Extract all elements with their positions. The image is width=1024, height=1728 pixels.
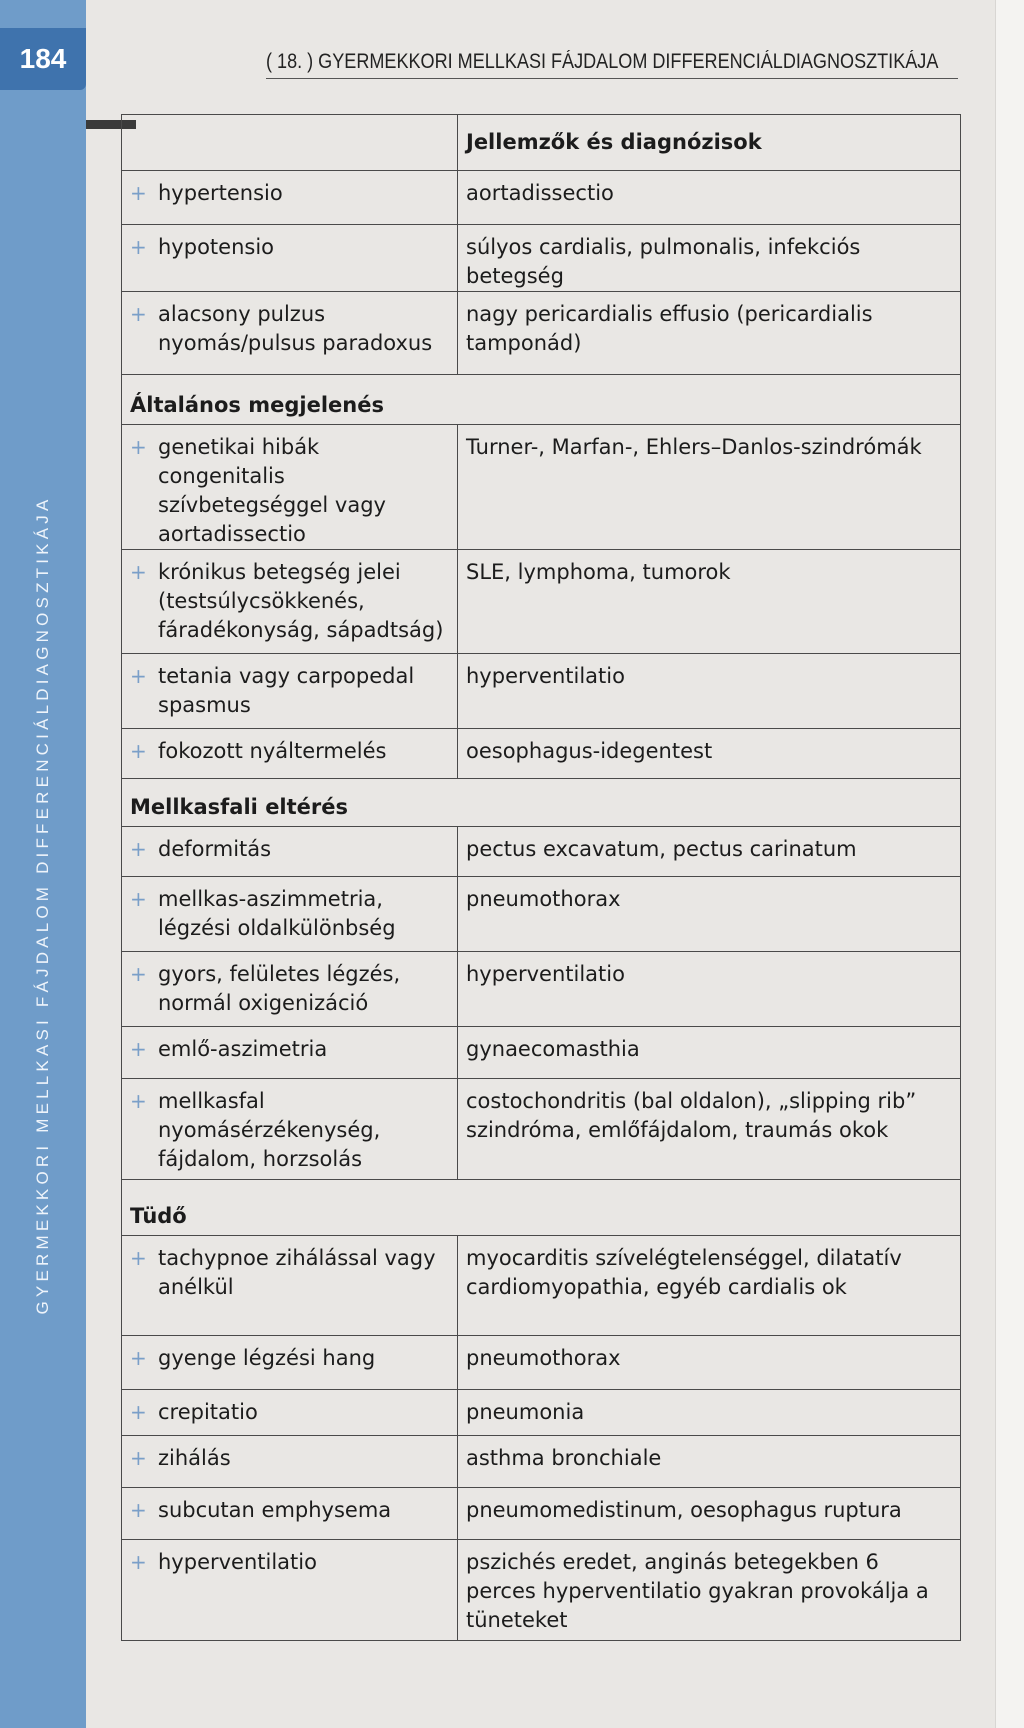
finding-cell	[122, 1079, 458, 1180]
header-rule	[266, 78, 958, 79]
diagnosis-cell: asthma bronchiale	[458, 1436, 961, 1488]
plus-icon: +	[130, 739, 147, 763]
plus-icon: +	[130, 664, 147, 688]
table-row	[122, 1390, 961, 1436]
diagnosis-cell: pectus excavatum, pectus carinatum	[458, 827, 961, 877]
table-row	[122, 1027, 961, 1079]
finding-cell	[122, 1236, 458, 1336]
plus-icon: +	[130, 1089, 147, 1113]
diagnosis-cell: pneumomedistinum, oesophagus ruptura	[458, 1488, 961, 1540]
diagnosis-cell: hyperventilatio	[458, 654, 961, 729]
diagnosis-cell: costochondritis (bal oldalon), „slipping rib” szindróma, emlőfájdalom, traumás okok	[458, 1079, 961, 1180]
diagnosis-cell: oesophagus-idegentest	[458, 729, 961, 779]
section-row	[122, 375, 961, 425]
table-row	[122, 1236, 961, 1336]
diagnosis-cell: pneumonia	[458, 1390, 961, 1436]
diagnosis-cell: pneumothorax	[458, 1336, 961, 1390]
table-row	[122, 550, 961, 654]
finding-cell	[122, 1540, 458, 1641]
finding-cell	[122, 729, 458, 779]
table-row	[122, 952, 961, 1027]
plus-icon: +	[130, 235, 147, 259]
finding-text: hypotensio	[158, 235, 275, 259]
finding-cell	[122, 1027, 458, 1079]
finding-text: crepitatio	[158, 1400, 258, 1424]
table-row	[122, 1336, 961, 1390]
finding-cell	[122, 827, 458, 877]
plus-icon: +	[130, 1446, 147, 1470]
finding-text: gyors, felületes légzés, normál oxigenizáció	[158, 962, 401, 1015]
plus-icon: +	[130, 435, 147, 459]
finding-text: mellkasfal nyomásérzékenység, fájdalom, horzsolás	[158, 1089, 381, 1171]
finding-text: fokozott nyáltermelés	[158, 739, 387, 763]
section-row	[122, 779, 961, 827]
diagnosis-cell: súlyos cardialis, pulmonalis, infekciós betegség	[458, 225, 961, 292]
finding-cell	[122, 654, 458, 729]
section-empty-cell	[458, 779, 961, 827]
diagnosis-cell: myocarditis szívelégtelenséggel, dilatatív cardiomyopathia, egyéb cardialis ok	[458, 1236, 961, 1336]
plus-icon: +	[130, 837, 147, 861]
section-row	[122, 1180, 961, 1236]
finding-text: genetikai hibák congenitalis szívbetegséggel vagy aortadissectio	[158, 435, 386, 546]
header-cell-finding	[122, 115, 458, 171]
finding-text: emlő-aszimetria	[158, 1037, 328, 1061]
diagnosis-cell: Turner-, Marfan-, Ehlers–Danlos-szindrómák	[458, 425, 961, 550]
page-edge	[995, 0, 1024, 1728]
table-row	[122, 225, 961, 292]
table-row	[122, 877, 961, 952]
finding-cell	[122, 1436, 458, 1488]
table-row	[122, 654, 961, 729]
finding-text: mellkas-aszimmetria, légzési oldalkülönbség	[158, 887, 396, 940]
finding-cell	[122, 877, 458, 952]
section-empty-cell	[458, 1180, 961, 1236]
section-heading: Mellkasfali eltérés	[122, 779, 458, 827]
finding-text: hypertensio	[158, 181, 283, 205]
finding-cell	[122, 550, 458, 654]
finding-cell	[122, 171, 458, 225]
plus-icon: +	[130, 560, 147, 584]
section-empty-cell	[458, 375, 961, 425]
finding-text: gyenge légzési hang	[158, 1346, 376, 1370]
finding-text: deformitás	[158, 837, 272, 861]
findings-table	[121, 114, 961, 1641]
table-row	[122, 1488, 961, 1540]
diagnosis-cell: pneumothorax	[458, 877, 961, 952]
running-head: ( 18. ) GYERMEKKORI MELLKASI FÁJDALOM DIFFERENCIÁLDIAGNOSZTIKÁJA	[266, 50, 939, 73]
plus-icon: +	[130, 1550, 147, 1574]
plus-icon: +	[130, 962, 147, 986]
plus-icon: +	[130, 1498, 147, 1522]
table-row	[122, 425, 961, 550]
finding-cell	[122, 1390, 458, 1436]
section-heading: Tüdő	[122, 1180, 458, 1236]
plus-icon: +	[130, 302, 147, 326]
table-row	[122, 292, 961, 375]
plus-icon: +	[130, 887, 147, 911]
finding-text: subcutan emphysema	[158, 1498, 392, 1522]
finding-cell	[122, 292, 458, 375]
table-row	[122, 1079, 961, 1180]
table-row	[122, 729, 961, 779]
diagnosis-cell: nagy pericardialis effusio (pericardialis tamponád)	[458, 292, 961, 375]
finding-cell	[122, 1336, 458, 1390]
table-header-row	[122, 115, 961, 171]
diagnosis-cell: aortadissectio	[458, 171, 961, 225]
plus-icon: +	[130, 1037, 147, 1061]
finding-text: alacsony pulzus nyomás/pulsus paradoxus	[158, 302, 433, 355]
table-row	[122, 827, 961, 877]
table-row	[122, 1436, 961, 1488]
table-row	[122, 171, 961, 225]
side-chapter-label: GYERMEKKORI MELLKASI FÁJDALOM DIFFERENCIÁLDIAGNOSZTIKÁJA	[33, 495, 52, 1315]
finding-text: krónikus betegség jelei (testsúlycsökkenés, fáradékonyság, sápadtság)	[158, 560, 444, 642]
section-heading: Általános megjelenés	[122, 375, 458, 425]
plus-icon: +	[130, 1400, 147, 1424]
table-row	[122, 1540, 961, 1641]
finding-cell	[122, 952, 458, 1027]
finding-text: tachypnoe zihálással vagy anélkül	[158, 1246, 436, 1299]
page-number: 184	[0, 28, 86, 90]
plus-icon: +	[130, 1246, 147, 1270]
finding-cell	[122, 425, 458, 550]
finding-text: zihálás	[158, 1446, 231, 1470]
finding-cell	[122, 225, 458, 292]
finding-text: hyperventilatio	[158, 1550, 317, 1574]
diagnosis-cell: SLE, lymphoma, tumorok	[458, 550, 961, 654]
plus-icon: +	[130, 1346, 147, 1370]
finding-text: tetania vagy carpopedal spasmus	[158, 664, 415, 717]
header-cell-diagnosis: Jellemzők és diagnózisok	[458, 115, 961, 171]
diagnosis-cell: gynaecomasthia	[458, 1027, 961, 1079]
finding-cell	[122, 1488, 458, 1540]
diagnosis-cell: pszichés eredet, anginás betegekben 6 perces hyperventilatio gyakran provokálja a tüneteket	[458, 1540, 961, 1641]
diagnosis-cell: hyperventilatio	[458, 952, 961, 1027]
plus-icon: +	[130, 181, 147, 205]
